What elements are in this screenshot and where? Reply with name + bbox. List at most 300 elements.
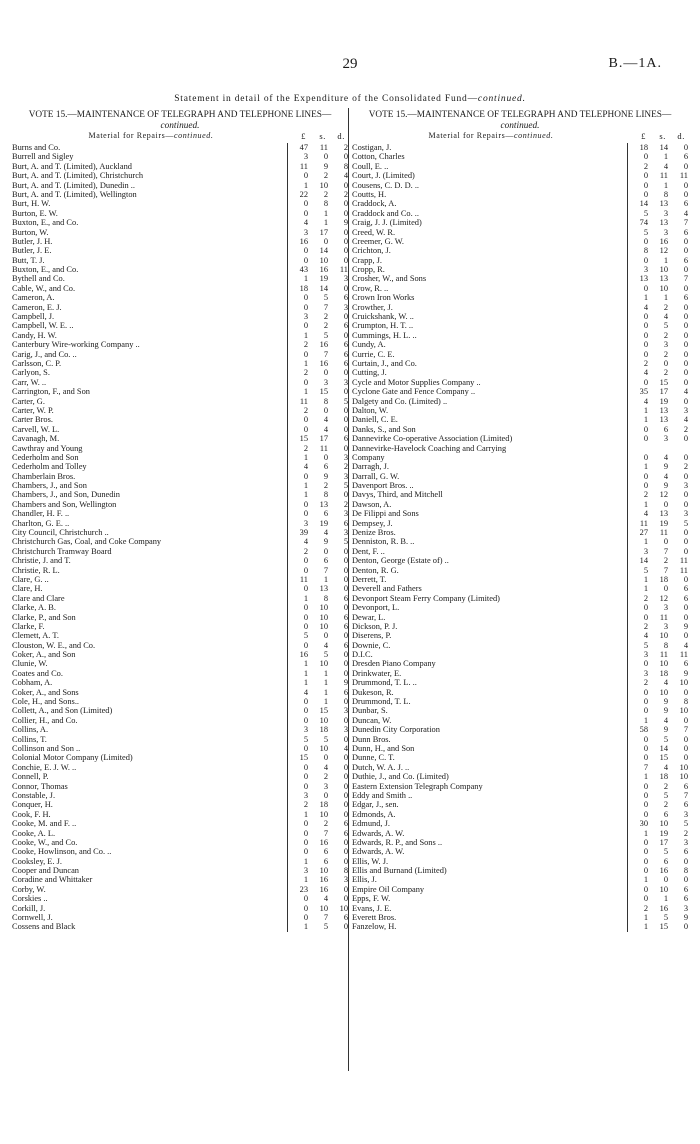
amount-rule: [627, 847, 628, 856]
amount-pence: 10: [679, 762, 688, 772]
amount-rule: [627, 594, 628, 603]
amount-rule: [287, 462, 288, 471]
amount-shillings: 5: [323, 650, 328, 660]
ledger-row: [352, 331, 688, 340]
amount-shillings: 16: [319, 358, 328, 368]
amount-shillings: 2: [323, 189, 328, 199]
amount-pounds: 0: [643, 330, 648, 340]
amount-pounds: 0: [303, 697, 308, 707]
amount-pounds: 0: [643, 781, 648, 791]
payee-name: Crapp, J.: [352, 255, 383, 265]
payee-name: Dunedin City Corporation: [352, 725, 440, 735]
amount-pence: 3: [343, 377, 348, 387]
ledger-rows-left: [12, 143, 348, 932]
ledger-row: [12, 641, 348, 650]
amount-pence: 6: [683, 659, 688, 669]
payee-name: Carr, W. ..: [12, 377, 47, 387]
payee-name: Edwards, A. W.: [352, 828, 405, 838]
amount-shillings: 3: [663, 227, 668, 237]
payee-name: Crown Iron Works: [352, 293, 415, 303]
amount-pounds: 3: [643, 650, 648, 660]
payee-name: Christchurch Tramway Board: [12, 546, 112, 556]
amount-pence: 0: [343, 180, 348, 190]
ledger-row: [12, 716, 348, 725]
ledger-row: [12, 303, 348, 312]
amount-pounds: 0: [303, 847, 308, 857]
amount-rule: [627, 753, 628, 762]
amount-pounds: 1: [303, 490, 308, 500]
amount-pence: 4: [683, 640, 688, 650]
amount-rule: [287, 415, 288, 424]
ledger-row: [12, 913, 348, 922]
ledger-row: [352, 866, 688, 875]
amount-pounds: 7: [643, 762, 648, 772]
payee-name: Collinson and Son ..: [12, 744, 81, 753]
ledger-row: [352, 575, 688, 584]
payee-name: Coker, A., and Son: [12, 650, 76, 660]
ledger-row: [12, 810, 348, 819]
ledger-row: [12, 472, 348, 481]
amount-shillings: 16: [659, 236, 668, 246]
amount-pounds: 4: [643, 396, 648, 406]
payee-name: Empire Oil Company: [352, 884, 425, 894]
amount-shillings: 7: [663, 546, 668, 556]
ledger-row: [352, 885, 688, 894]
amount-pounds: 0: [643, 603, 648, 613]
amount-pence: 0: [683, 612, 688, 622]
amount-shillings: 0: [663, 358, 668, 368]
amount-pence: 0: [343, 236, 348, 246]
amount-pounds: 0: [303, 499, 308, 509]
payee-name: Darrall, G. W.: [352, 471, 400, 481]
amount-pounds: 4: [303, 462, 308, 472]
amount-pence: 11: [679, 565, 688, 575]
amount-rule: [627, 706, 628, 715]
amount-rule: [287, 594, 288, 603]
amount-pounds: 0: [643, 856, 648, 866]
amount-pounds: 0: [303, 415, 308, 425]
amount-rule: [287, 509, 288, 518]
amount-pence: 0: [343, 584, 348, 594]
payee-name: Cooksley, E. J.: [12, 856, 62, 866]
ledger-row: [352, 904, 688, 913]
amount-rule: [287, 622, 288, 631]
amount-rule: [627, 481, 628, 490]
amount-shillings: 14: [659, 143, 668, 152]
ledger-row: [12, 650, 348, 659]
amount-rule: [627, 697, 628, 706]
amount-pence: 4: [343, 171, 348, 181]
ledger-row: [12, 152, 348, 161]
ledger-rows-right: [352, 143, 688, 932]
amount-rule: [627, 650, 628, 659]
amount-rule: [287, 631, 288, 640]
amount-pounds: 0: [303, 744, 308, 753]
amount-pounds: 1: [643, 499, 648, 509]
amount-pence: 0: [343, 443, 348, 453]
amount-rule: [287, 350, 288, 359]
amount-shillings: 5: [663, 790, 668, 800]
amount-pence: 9: [683, 621, 688, 631]
ledger-row: [12, 575, 348, 584]
amount-pounds: 0: [303, 556, 308, 566]
payee-name: Corskies ..: [12, 894, 48, 904]
payee-name: Coker, A., and Sons: [12, 687, 79, 697]
payee-name: Clare, H.: [12, 584, 43, 594]
payee-name: Davys, Third, and Mitchell: [352, 490, 443, 500]
amount-pounds: 1: [303, 452, 308, 462]
ledger-row: [12, 218, 348, 227]
ledger-row: [12, 509, 348, 518]
ledger-row: [12, 669, 348, 678]
amount-pence: 6: [343, 358, 348, 368]
payee-name: Cyclone Gate and Fence Company ..: [352, 387, 476, 397]
amount-shillings: 10: [659, 265, 668, 275]
amount-pounds: 11: [299, 574, 308, 584]
amount-rule: [627, 378, 628, 387]
amount-pounds: 5: [643, 227, 648, 237]
amount-shillings: 19: [659, 396, 668, 406]
amount-pence: 0: [343, 884, 348, 894]
amount-shillings: 17: [319, 227, 328, 237]
amount-pounds: 2: [303, 546, 308, 556]
amount-rule: [627, 800, 628, 809]
amount-pence: 2: [683, 462, 688, 472]
amount-pounds: 0: [643, 744, 648, 753]
subhead-label: [352, 131, 630, 140]
payee-name: Cable, W., and Co.: [12, 283, 76, 293]
payee-name: Carter, G.: [12, 396, 45, 406]
amount-rule: [287, 763, 288, 772]
amount-pounds: 0: [303, 208, 308, 218]
amount-shillings: 13: [659, 274, 668, 284]
page-header: [0, 56, 700, 76]
amount-shillings: 10: [659, 283, 668, 293]
payee-name: Collett, A., and Son (Limited): [12, 706, 113, 716]
payee-name: Conquer, H.: [12, 800, 53, 810]
ledger-row: [12, 284, 348, 293]
amount-pounds: 0: [303, 424, 308, 434]
amount-shillings: 11: [319, 443, 328, 453]
amount-pence: 6: [343, 321, 348, 331]
amount-shillings: 12: [659, 490, 668, 500]
amount-shillings: 2: [323, 481, 328, 491]
amount-pounds: 0: [643, 349, 648, 359]
payee-name: Chambers, J., and Son: [12, 481, 87, 491]
amount-shillings: 13: [659, 199, 668, 209]
payee-name: Fanzelow, H.: [352, 922, 397, 932]
amount-rule: [627, 171, 628, 180]
ledger-row: [12, 753, 348, 762]
payee-name: Davenport Bros. ..: [352, 481, 414, 491]
amount-pence: 11: [339, 265, 348, 275]
amount-pence: 3: [343, 509, 348, 519]
amount-pounds: 18: [299, 283, 308, 293]
amount-pence: 6: [343, 828, 348, 838]
amount-pence: 0: [343, 330, 348, 340]
amount-pounds: 1: [643, 574, 648, 584]
amount-shillings: 2: [663, 330, 668, 340]
amount-shillings: 10: [319, 255, 328, 265]
statement-continued: continued.: [477, 94, 526, 104]
payee-name: Curtain, J., and Co.: [352, 358, 417, 368]
amount-pounds: 1: [303, 274, 308, 284]
payee-name: Crow, R. ..: [352, 283, 389, 293]
amount-shillings: 1: [323, 668, 328, 678]
ledger-row: [352, 359, 688, 368]
amount-pounds: 3: [303, 312, 308, 322]
amount-pounds: 0: [643, 471, 648, 481]
amount-pounds: 1: [303, 875, 308, 885]
amount-shillings: 10: [319, 903, 328, 913]
ledger-row: [352, 688, 688, 697]
amount-shillings: 4: [323, 424, 328, 434]
ledger-row: [352, 218, 688, 227]
payee-name: Clouston, W. E., and Co.: [12, 640, 96, 650]
amount-pounds: 3: [643, 546, 648, 556]
amount-shillings: 2: [663, 781, 668, 791]
payee-name: Clarke, P., and Son: [12, 612, 76, 622]
amount-shillings: 18: [659, 574, 668, 584]
amount-rule: [627, 791, 628, 800]
ledger-row: [352, 190, 688, 199]
amount-pence: 0: [343, 227, 348, 237]
payee-name: Devonport Steam Ferry Company (Limited): [352, 593, 500, 603]
amount-rule: [627, 641, 628, 650]
amount-pounds: 0: [303, 302, 308, 312]
shillings-header: s.: [659, 131, 666, 141]
amount-pounds: 0: [643, 659, 648, 669]
amount-rule: [287, 397, 288, 406]
amount-pence: 8: [343, 161, 348, 171]
ledger-row: [12, 481, 348, 490]
amount-pounds: 3: [303, 152, 308, 162]
amount-rule: [287, 181, 288, 190]
amount-pence: 10: [679, 706, 688, 716]
amount-shillings: 9: [663, 697, 668, 707]
amount-shillings: 0: [323, 368, 328, 378]
amount-pounds: 5: [643, 565, 648, 575]
payee-name: Cooper and Duncan: [12, 866, 79, 876]
amount-pounds: 1: [643, 772, 648, 782]
amount-rule: [627, 246, 628, 255]
ledger-row: [352, 387, 688, 396]
payee-name: Carig, J., and Co. ..: [12, 349, 77, 359]
amount-pounds: 1: [303, 358, 308, 368]
payee-name: Court, J. (Limited): [352, 171, 415, 181]
payee-name: Burton, E. W.: [12, 208, 58, 218]
amount-rule: [287, 603, 288, 612]
amount-pounds: 4: [303, 687, 308, 697]
amount-shillings: 11: [319, 143, 328, 152]
amount-pence: 0: [683, 302, 688, 312]
amount-rule: [627, 678, 628, 687]
amount-rule: [627, 321, 628, 330]
amount-rule: [627, 444, 628, 453]
amount-rule: [627, 528, 628, 537]
payee-name: Coradine and Whittaker: [12, 875, 93, 885]
ledger-row: [12, 678, 348, 687]
amount-pounds: 5: [643, 640, 648, 650]
amount-shillings: 4: [663, 452, 668, 462]
amount-rule: [627, 434, 628, 443]
left-column: [12, 110, 348, 932]
payee-name: Christie, R. L.: [12, 565, 60, 575]
amount-shillings: 1: [663, 255, 668, 265]
ledger-row: [12, 199, 348, 208]
amount-shillings: 8: [323, 490, 328, 500]
payee-name: Carter, W. P.: [12, 405, 54, 415]
amount-shillings: 0: [323, 452, 328, 462]
amount-pounds: 0: [303, 894, 308, 904]
amount-pounds: 2: [303, 340, 308, 350]
vote-continued: continued.: [500, 120, 540, 131]
amount-pence: 6: [683, 800, 688, 810]
amount-pence: 0: [683, 236, 688, 246]
amount-pounds: 0: [643, 847, 648, 857]
payee-name: Cawthray and Young: [12, 443, 83, 453]
amount-pence: 6: [683, 894, 688, 904]
amount-rule: [627, 913, 628, 922]
amount-pounds: 0: [303, 706, 308, 716]
amount-pence: 0: [683, 330, 688, 340]
amount-shillings: 10: [319, 659, 328, 669]
payee-name: Denton, George (Estate of) ..: [352, 556, 449, 566]
ledger-row: [352, 284, 688, 293]
amount-pounds: 0: [643, 687, 648, 697]
ledger-row: [352, 613, 688, 622]
payee-name: Eastern Extension Telegraph Company: [352, 781, 483, 791]
payee-name: Constable, J.: [12, 790, 56, 800]
payee-name: Carlsson, C. P.: [12, 358, 62, 368]
amount-rule: [287, 246, 288, 255]
amount-rule: [627, 584, 628, 593]
amount-pence: 0: [683, 856, 688, 866]
payee-name: Craig, J. J. (Limited): [352, 218, 422, 228]
amount-pounds: 2: [643, 593, 648, 603]
ledger-row: [12, 265, 348, 274]
amount-pence: 0: [683, 358, 688, 368]
ledger-row: [352, 791, 688, 800]
ledger-row: [352, 782, 688, 791]
payee-name: Clunie, W.: [12, 659, 48, 669]
amount-pounds: 0: [303, 377, 308, 387]
ledger-row: [12, 293, 348, 302]
ledger-row: [352, 152, 688, 161]
ledger-row: [352, 246, 688, 255]
amount-rule: [287, 331, 288, 340]
amount-rule: [287, 650, 288, 659]
amount-shillings: 6: [323, 556, 328, 566]
amount-pounds: 1: [303, 481, 308, 491]
payee-name: Ellis, J.: [352, 875, 377, 885]
amount-pence: 0: [683, 246, 688, 256]
payee-name: Edwards, A. W.: [352, 847, 405, 857]
amount-pounds: 15: [299, 753, 308, 763]
ledger-row: [352, 922, 688, 931]
ledger-row: [352, 847, 688, 856]
payee-name: D.I.C.: [352, 650, 373, 660]
payee-name: Darragh, J.: [352, 462, 389, 472]
amount-pence: 2: [343, 499, 348, 509]
amount-pounds: 11: [639, 518, 648, 528]
amount-pounds: 0: [643, 809, 648, 819]
payee-name: Eddy and Smith ..: [352, 790, 413, 800]
amount-pence: 0: [343, 546, 348, 556]
amount-pence: 0: [343, 894, 348, 904]
ledger-row: [12, 819, 348, 828]
amount-shillings: 19: [319, 274, 328, 284]
amount-pounds: 0: [643, 180, 648, 190]
amount-rule: [287, 678, 288, 687]
amount-pence: 0: [683, 734, 688, 744]
payee-name: Creed, W. R.: [352, 227, 396, 237]
payee-name: Cavanagh, M.: [12, 434, 60, 444]
amount-rule: [627, 181, 628, 190]
amount-rule: [627, 218, 628, 227]
amount-shillings: 2: [663, 349, 668, 359]
amount-shillings: 9: [663, 481, 668, 491]
amount-rule: [287, 669, 288, 678]
payee-name: Chamberlain Bros.: [12, 471, 76, 481]
amount-rule: [627, 829, 628, 838]
payee-name: Cornwell, J.: [12, 913, 53, 923]
amount-shillings: 6: [323, 462, 328, 472]
payee-name: Crowther, J.: [352, 302, 393, 312]
amount-rule: [287, 556, 288, 565]
amount-pounds: 0: [643, 481, 648, 491]
amount-pounds: 16: [299, 650, 308, 660]
ledger-row: [12, 425, 348, 434]
vote-title: VOTE 15.—MAINTENANCE OF TELEGRAPH AND TELEPHONE LINES—: [368, 110, 672, 120]
amount-pence: 2: [683, 828, 688, 838]
payee-name: Dunn, H., and Son: [352, 744, 415, 753]
payee-name: Dempsey, J.: [352, 518, 393, 528]
ledger-row: [12, 697, 348, 706]
amount-rule: [627, 566, 628, 575]
amount-pence: 8: [683, 866, 688, 876]
amount-pounds: 16: [299, 236, 308, 246]
amount-rule: [627, 885, 628, 894]
amount-pounds: 30: [639, 819, 648, 829]
amount-shillings: 8: [323, 396, 328, 406]
amount-shillings: 2: [663, 302, 668, 312]
amount-shillings: 15: [659, 753, 668, 763]
payee-name: Cousens, C. D. D. ..: [352, 180, 420, 190]
amount-rule: [627, 500, 628, 509]
amount-rule: [287, 303, 288, 312]
amount-rule: [287, 584, 288, 593]
amount-pence: 6: [343, 349, 348, 359]
amount-pounds: 0: [643, 894, 648, 904]
amount-shillings: 4: [663, 312, 668, 322]
amount-pence: 0: [683, 490, 688, 500]
amount-shillings: 8: [323, 593, 328, 603]
amount-pence: 0: [343, 368, 348, 378]
amount-shillings: 4: [663, 715, 668, 725]
ledger-row: [12, 434, 348, 443]
payee-name: Burrell and Sigley: [12, 152, 74, 162]
amount-shillings: 3: [663, 434, 668, 444]
amount-shillings: 16: [319, 884, 328, 894]
amount-pence: 5: [343, 537, 348, 547]
amount-rule: [287, 284, 288, 293]
ledger-row: [12, 847, 348, 856]
payee-name: Drummond, T. L. ..: [352, 678, 417, 688]
payee-name: Chambers and Son, Wellington: [12, 499, 117, 509]
amount-rule: [627, 866, 628, 875]
amount-shillings: 6: [663, 809, 668, 819]
